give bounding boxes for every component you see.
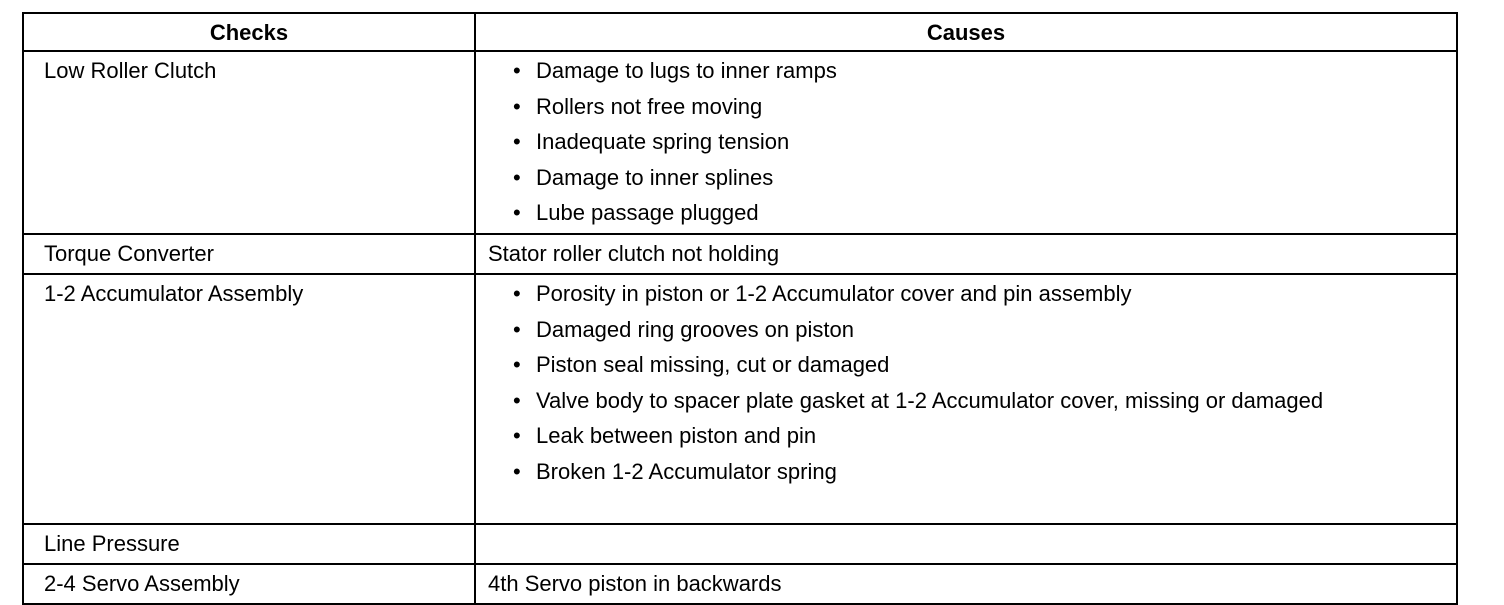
cause-cell: Stator roller clutch not holding xyxy=(475,234,1457,274)
cause-cell xyxy=(475,524,1457,564)
check-cell: Line Pressure xyxy=(23,524,475,564)
cause-text: Lube passage plugged xyxy=(536,200,759,225)
cause-item xyxy=(476,94,1456,120)
cause-text: Rollers not free moving xyxy=(536,93,763,119)
cause-item xyxy=(476,200,1456,226)
table-header-row xyxy=(23,13,1457,51)
bullet-icon: • xyxy=(513,200,521,225)
cause-item xyxy=(476,388,1456,414)
cause-text: Piston seal missing, cut or damaged xyxy=(536,352,890,377)
causes-cell xyxy=(475,274,1457,524)
check-cell: 1-2 Accumulator Assembly xyxy=(23,274,475,524)
table-row xyxy=(23,524,1457,564)
table-row xyxy=(23,51,1457,234)
bullet-icon: • xyxy=(513,387,521,413)
cause-item xyxy=(476,317,1456,343)
cause-item xyxy=(476,281,1456,307)
table-row xyxy=(23,234,1457,274)
causes-cell xyxy=(475,51,1457,234)
cause-text: Leak between piston and pin xyxy=(536,423,817,448)
cause-text: Valve body to spacer plate gasket at 1-2 Accumulator cover, missing or damaged xyxy=(536,387,1324,413)
cause-item xyxy=(476,58,1456,84)
cause-item xyxy=(476,165,1456,191)
bullet-icon: • xyxy=(513,281,521,306)
cause-item xyxy=(476,459,1456,485)
cause-text: Inadequate spring tension xyxy=(536,129,790,154)
cause-text: Damage to inner splines xyxy=(536,164,774,190)
table-row xyxy=(23,564,1457,604)
check-cell: 2-4 Servo Assembly xyxy=(23,564,475,604)
causes-header: Causes xyxy=(475,13,1457,51)
bullet-icon: • xyxy=(513,352,521,377)
check-cell: Low Roller Clutch xyxy=(23,51,475,234)
causes-list xyxy=(476,275,1456,491)
bullet-icon: • xyxy=(513,129,521,154)
bullet-icon: • xyxy=(513,423,521,448)
bullet-icon: • xyxy=(513,93,521,119)
cause-item xyxy=(476,423,1456,449)
bullet-icon: • xyxy=(513,458,521,484)
cause-item xyxy=(476,352,1456,378)
cause-text: Damage to lugs to inner ramps xyxy=(536,58,837,83)
cause-text: Porosity in piston or 1-2 Accumulator cover and pin assembly xyxy=(536,281,1132,306)
cause-cell: 4th Servo piston in backwards xyxy=(475,564,1457,604)
bullet-icon: • xyxy=(513,58,521,83)
bullet-icon: • xyxy=(513,164,521,190)
causes-list xyxy=(476,52,1456,232)
checks-header: Checks xyxy=(23,13,475,51)
cause-item xyxy=(476,129,1456,155)
cause-text: Damaged ring grooves on piston xyxy=(536,316,854,342)
check-cell: Torque Converter xyxy=(23,234,475,274)
checks-causes-table xyxy=(22,12,1458,605)
cause-text: Broken 1-2 Accumulator spring xyxy=(536,458,837,484)
table-row xyxy=(23,274,1457,524)
bullet-icon: • xyxy=(513,316,521,342)
